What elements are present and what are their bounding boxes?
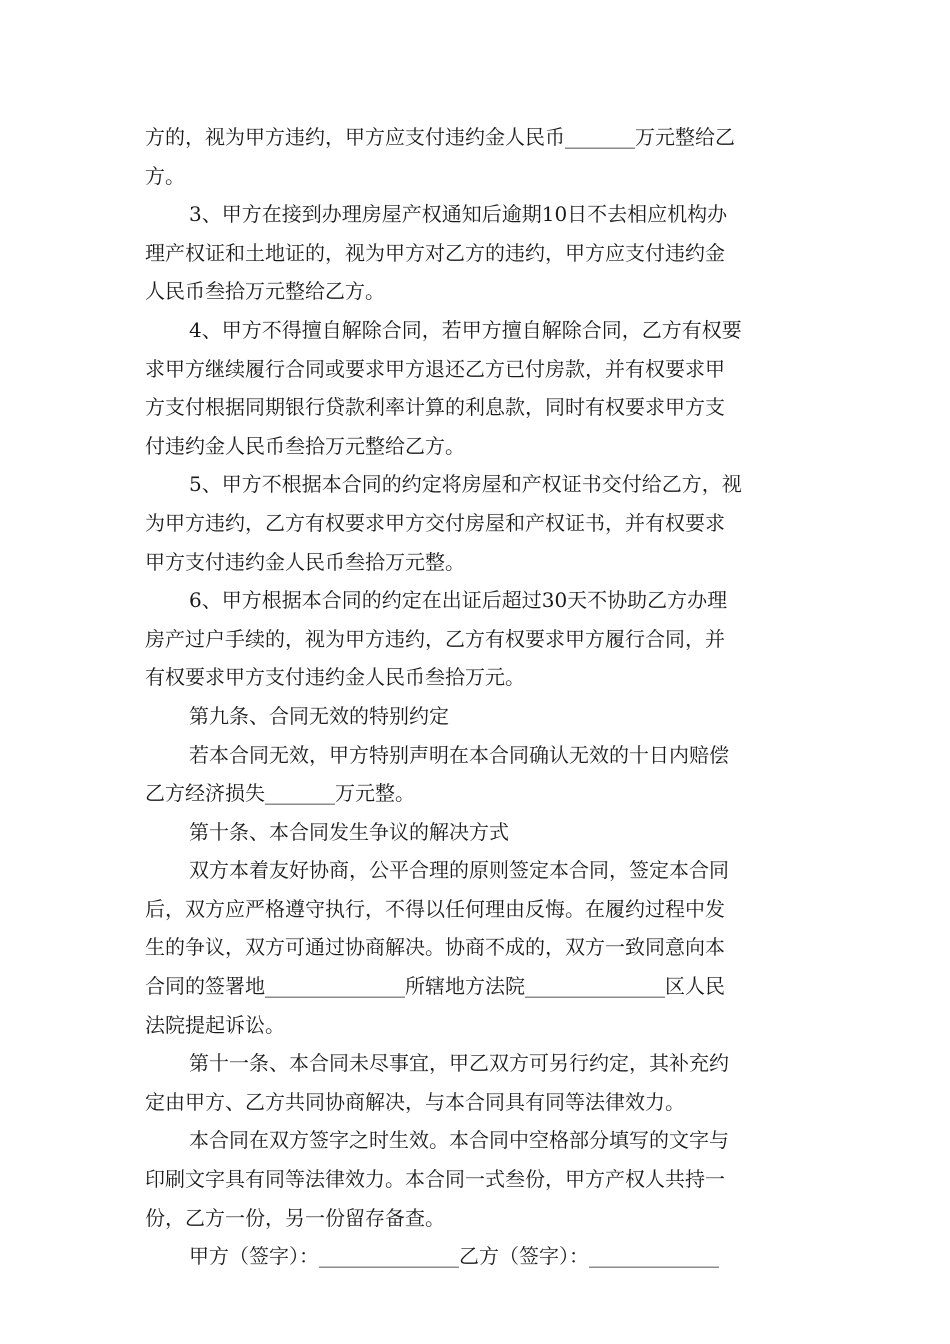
text-line: 甲方支付违约金人民币叁拾万元整。 [145,549,465,574]
text-line: 理产权证和土地证的，视为甲方对乙方的违约，甲方应支付违约金 [145,240,725,265]
text-line: 双方本着友好协商，公平合理的原则签定本合同，签定本合同 [189,858,729,883]
text-line: 房产过户手续的，视为甲方违约，乙方有权要求甲方履行合同，并 [145,626,725,651]
text-line: 方。 [145,163,185,188]
document-body [145,118,807,1276]
text-line: 方的，视为甲方违约，甲方应支付违约金人民币_______万元整给乙 [145,125,735,149]
text-line: 5、甲方不根据本合同的约定将房屋和产权证书交付给乙方，视 [189,472,742,497]
text-line: 求甲方继续履行合同或要求甲方退还乙方已付房款，并有权要求甲 [145,356,725,381]
text-line: 甲方（签字）：______________乙方（签字）：_____________ [189,1244,719,1269]
text-line: 定由甲方、乙方共同协商解决，与本合同具有同等法律效力。 [145,1089,685,1114]
text-line: 生的争议，双方可通过协商解决。协商不成的，双方一致同意向本 [145,935,725,960]
text-line: 方支付根据同期银行贷款利率计算的利息款，同时有权要求甲方支 [145,395,725,420]
text-line: 后，双方应严格遵守执行，不得以任何理由反悔。在履约过程中发 [145,896,725,921]
text-line: 若本合同无效，甲方特别声明在本合同确认无效的十日内赔偿 [189,742,729,767]
text-line: 3、甲方在接到办理房屋产权通知后逾期10日不去相应机构办 [189,202,728,227]
text-line: 第十一条、本合同未尽事宜，甲乙双方可另行约定，其补充约 [189,1051,729,1076]
text-line: 法院提起诉讼。 [145,1012,285,1037]
text-line: 本合同在双方签字之时生效。本合同中空格部分填写的文字与 [189,1128,729,1153]
text-line: 有权要求甲方支付违约金人民币叁拾万元。 [145,665,525,690]
text-line: 合同的签署地______________所辖地方法院______________区人民 [145,974,725,999]
text-line: 印刷文字具有同等法律效力。本合同一式叁份，甲方产权人共持一 [145,1167,725,1192]
text-line: 人民币叁拾万元整给乙方。 [145,279,385,304]
text-line: 6、甲方根据本合同的约定在出证后超过30天不协助乙方办理 [189,588,728,613]
text-line: 4、甲方不得擅自解除合同，若甲方擅自解除合同，乙方有权要 [189,317,742,342]
text-line: 付违约金人民币叁拾万元整给乙方。 [145,433,465,458]
text-line: 第九条、合同无效的特别约定 [189,703,449,728]
text-line: 第十条、本合同发生争议的解决方式 [189,819,509,844]
text-line: 乙方经济损失_______万元整。 [145,781,415,806]
text-line: 为甲方违约，乙方有权要求甲方交付房屋和产权证书，并有权要求 [145,510,725,535]
text-line: 份，乙方一份，另一份留存备查。 [145,1205,445,1230]
